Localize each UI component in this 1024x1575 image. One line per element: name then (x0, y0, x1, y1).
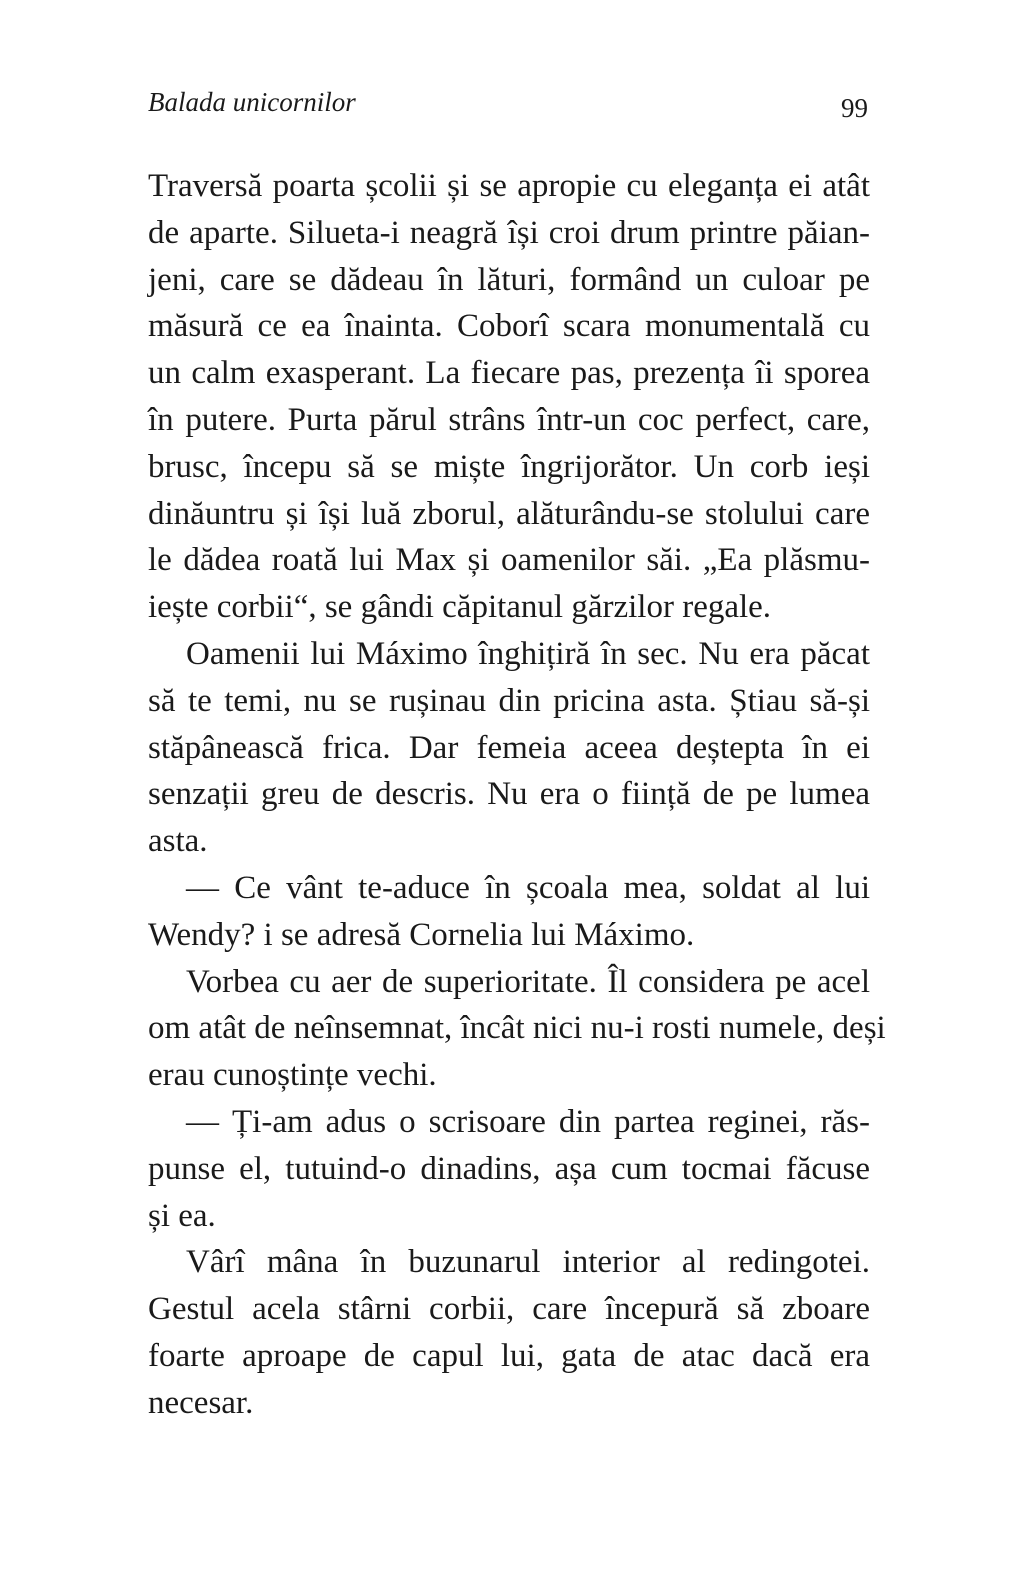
body-line: punse el, tutuind-o dinadins, așa cum tocmai făcuse (148, 1150, 870, 1187)
running-head: Balada unicornilor (148, 87, 356, 117)
body-line: asta. (148, 823, 208, 860)
page-number: 99 (841, 93, 868, 123)
body-line: foarte aproape de capul lui, gata de atac dacă era (148, 1337, 870, 1374)
body-line: Oamenii lui Máximo înghițiră în sec. Nu era păcat (186, 635, 870, 672)
body-line: măsură ce ea înainta. Coborî scara monumentală cu (148, 308, 870, 345)
body-line: — Ce vânt te-aduce în școala mea, soldat al lui (186, 869, 870, 906)
body-line: om atât de neînsemnat, încât nici nu-i rosti numele, deși (148, 1010, 886, 1047)
body-line: în putere. Purta părul strâns într-un coc perfect, care, (148, 401, 870, 438)
body-line: Gestul acela stârni corbii, care începură să zboare (148, 1291, 870, 1328)
body-line: jeni, care se dădeau în lături, formând un culoar pe (148, 261, 870, 298)
body-line: și ea. (148, 1197, 216, 1234)
body-text (148, 163, 886, 1427)
body-line: necesar. (148, 1384, 254, 1421)
body-line: de aparte. Silueta-i neagră își croi drum printre păian- (148, 214, 870, 251)
body-line: să te temi, nu se rușinau din pricina asta. Știau să-și (148, 682, 870, 719)
body-line: le dădea roată lui Max și oamenilor săi. „Ea plăsmu- (148, 542, 870, 579)
body-line: un calm exasperant. La fiecare pas, prezența îi sporea (148, 355, 870, 392)
body-line: erau cunoștințe vechi. (148, 1057, 437, 1094)
body-line: dinăuntru și își luă zborul, alăturându-se stolului care (148, 495, 870, 532)
body-line: Vorbea cu aer de superioritate. Îl considera pe acel (186, 963, 870, 1000)
body-line: Wendy? i se adresă Cornelia lui Máximo. (148, 916, 695, 953)
body-line: iește corbii“, se gândi căpitanul gărzilor regale. (148, 589, 772, 626)
body-line: brusc, începu să se miște îngrijorător. Un corb ieși (148, 448, 870, 485)
body-line: Vârî mâna în buzunarul interior al redingotei. (186, 1244, 870, 1281)
body-line: Traversă poarta școlii și se apropie cu eleganța ei atât (148, 168, 870, 204)
body-line: senzații greu de descris. Nu era o ființă de pe lumea (148, 776, 870, 813)
body-line: — Ți-am adus o scrisoare din partea reginei, răs- (186, 1103, 870, 1140)
body-line: stăpânească frica. Dar femeia aceea deștepta în ei (148, 729, 870, 766)
